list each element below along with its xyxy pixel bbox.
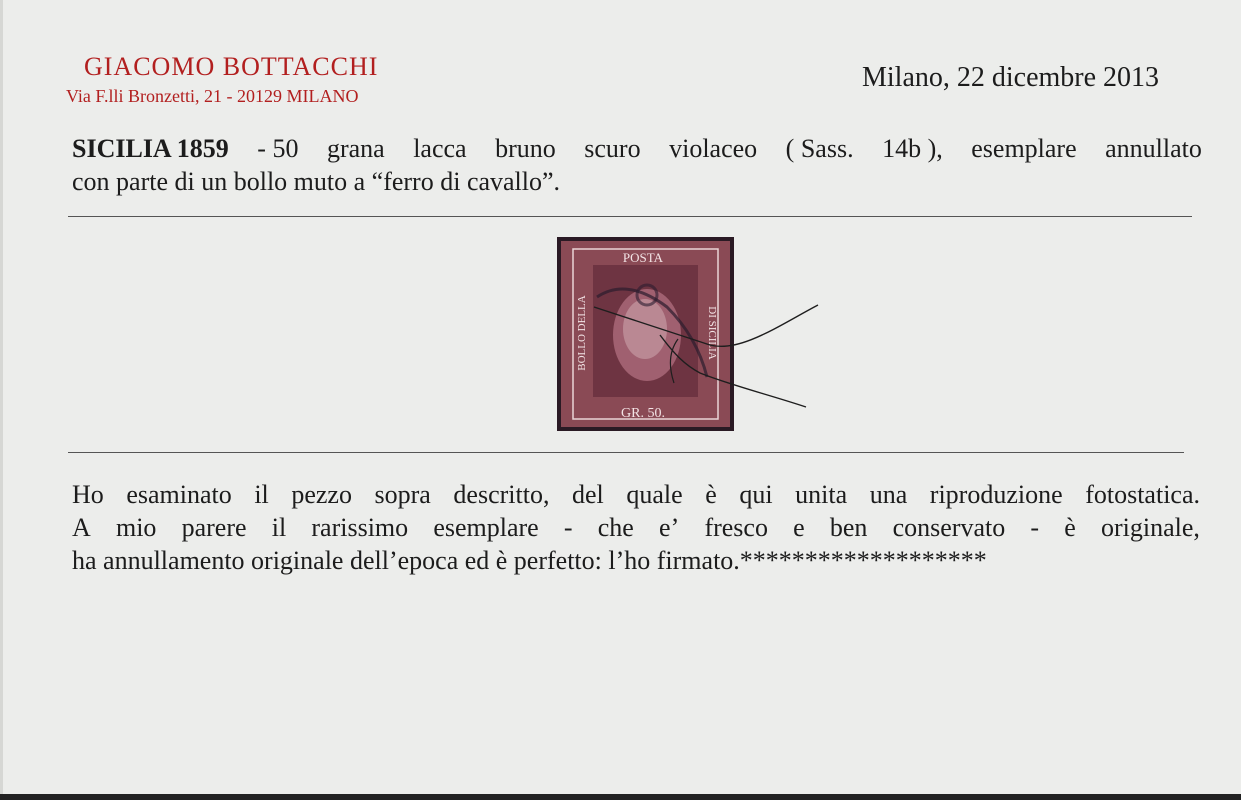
description-word: esemplare — [971, 134, 1077, 163]
statement-word: parere — [181, 513, 247, 542]
statement-word: il — [254, 480, 269, 509]
stamp-right-text: DI SICILIA — [706, 306, 718, 360]
statement-word: rarissimo — [311, 513, 409, 542]
statement-word: e’ — [659, 513, 680, 542]
stamp-description — [72, 132, 1202, 198]
description-line-2: con parte di un bollo muto a “ferro di cavallo”. — [72, 167, 561, 196]
description-line-1 — [72, 132, 1202, 165]
statement-line-1 — [72, 478, 1200, 511]
description-word: lacca — [413, 134, 467, 163]
stamp-bottom-text: GR. 50. — [621, 406, 665, 421]
description-title: SICILIA 1859 — [72, 134, 229, 163]
divider-bottom — [68, 452, 1184, 453]
letterhead-address: Via F.lli Bronzetti, 21 - 20129 MILANO — [66, 86, 359, 106]
statement-word: descritto, — [453, 480, 550, 509]
statement-word: esaminato — [126, 480, 232, 509]
statement-word: originale, — [1101, 513, 1200, 542]
statement-word: una — [869, 480, 908, 509]
description-word: ( Sass. — [785, 134, 854, 163]
statement-word: pezzo — [291, 480, 352, 509]
statement-word: qui — [739, 480, 773, 509]
description-word: - 50 — [257, 134, 299, 163]
certificate-statement — [72, 478, 1200, 577]
stamp-top-text: POSTA — [622, 250, 664, 265]
statement-word: fotostatica. — [1085, 480, 1200, 509]
statement-word: ben — [829, 513, 868, 542]
statement-line-2 — [72, 511, 1200, 544]
statement-word: mio — [115, 513, 157, 542]
statement-word: fresco — [704, 513, 768, 542]
statement-word: - — [1030, 513, 1040, 542]
stamp-left-text: BOLLO DELLA — [576, 295, 588, 371]
description-word: 14b ), — [882, 134, 943, 163]
statement-word: riproduzione — [929, 480, 1063, 509]
description-word: annullato — [1105, 134, 1202, 163]
signature — [590, 295, 820, 415]
description-word: violaceo — [669, 134, 758, 163]
statement-word: quale — [626, 480, 683, 509]
description-word: bruno — [495, 134, 556, 163]
statement-word: conservato — [892, 513, 1006, 542]
statement-word: - — [563, 513, 573, 542]
statement-word: sopra — [374, 480, 431, 509]
divider-top — [68, 216, 1192, 217]
bottom-edge — [0, 794, 1241, 800]
statement-word: unita — [795, 480, 848, 509]
statement-line-3 — [72, 544, 1200, 577]
statement-word: A — [72, 513, 91, 542]
statement-word: Ho — [72, 480, 104, 509]
statement-word: è — [705, 480, 717, 509]
description-word: scuro — [584, 134, 641, 163]
description-word: grana — [326, 134, 385, 163]
statement-word: e — [793, 513, 805, 542]
statement-line-3-text: ha annullamento originale dell’epoca ed è perfetto: l’ho firmato. — [72, 546, 740, 575]
statement-word: il — [271, 513, 287, 542]
certificate-date: Milano, 22 dicembre 2013 — [862, 62, 1160, 93]
statement-word: esemplare — [433, 513, 539, 542]
statement-word: che — [597, 513, 634, 542]
statement-word: è — [1064, 513, 1076, 542]
statement-stars: ******************* — [739, 546, 987, 575]
letterhead-name: GIACOMO BOTTACCHI — [84, 52, 379, 81]
statement-word: del — [572, 480, 604, 509]
